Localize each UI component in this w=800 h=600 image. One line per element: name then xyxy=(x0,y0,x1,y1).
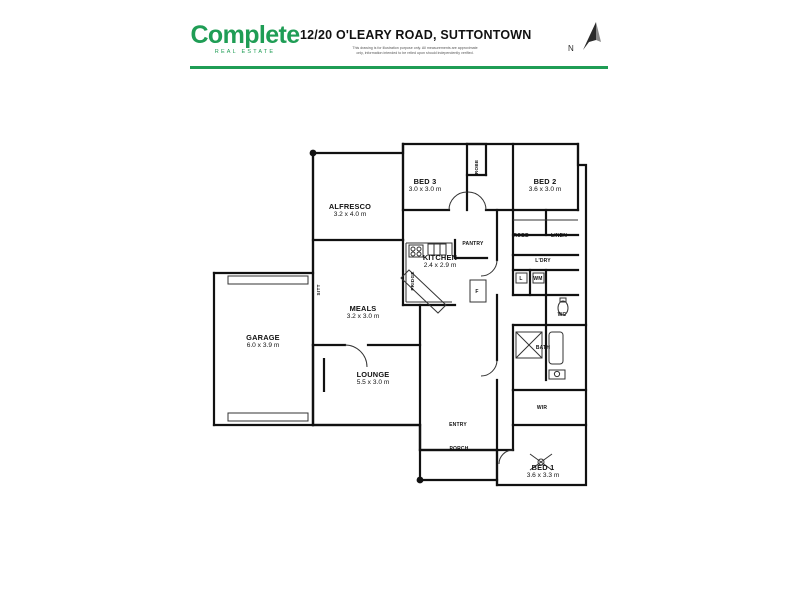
label-robe-bed2: ROBE xyxy=(513,233,529,239)
label-fridge: FRIDGE xyxy=(410,271,416,291)
room-dims-garage: 6.0 x 3.9 m xyxy=(246,342,280,349)
room-label-garage: GARAGE xyxy=(246,333,280,342)
room-dims-bed2: 3.6 x 3.0 m xyxy=(528,186,562,193)
room-label-kitchen: KITCHEN xyxy=(422,253,458,262)
label-bath: BATH xyxy=(535,345,551,351)
svg-text:N: N xyxy=(568,44,574,53)
room-label-meals: MEALS xyxy=(349,304,377,313)
label-laundry: L'DRY xyxy=(535,258,551,264)
label-porch: PORCH xyxy=(449,446,469,452)
page-title: 12/20 O'LEARY ROAD, SUTTONTOWN xyxy=(300,28,532,42)
floorplan-drawing xyxy=(0,80,800,550)
label-linen: LINEN xyxy=(551,233,567,239)
company-logo xyxy=(190,22,300,55)
room-dims-meals: 3.2 x 3.0 m xyxy=(346,313,380,320)
logo-wordmark: Complete xyxy=(190,21,300,49)
disclaimer xyxy=(300,46,530,56)
disclaimer-line-1: This drawing is for illustration purpose only. All measurements are approximate xyxy=(352,46,478,50)
compass-north-icon xyxy=(563,20,603,56)
disclaimer-line-2: only, information intended to be relied upon should independently verified. xyxy=(356,51,474,55)
label-pantry: PANTRY xyxy=(462,241,484,247)
room-dims-bed3: 3.0 x 3.0 m xyxy=(408,186,442,193)
room-dims-lounge: 5.5 x 3.0 m xyxy=(356,379,390,386)
header-divider xyxy=(190,66,608,69)
room-label-bed1: BED 1 xyxy=(531,463,555,472)
room-dims-alfresco: 3.2 x 4.0 m xyxy=(333,211,367,218)
room-label-lounge: LOUNGE xyxy=(356,370,390,379)
label-fridge-short: F xyxy=(475,289,479,295)
label-wir: WIR xyxy=(536,405,548,411)
room-label-alfresco: ALFRESCO xyxy=(328,202,372,211)
title-block xyxy=(300,28,530,56)
label-robe-bed3: ROBE xyxy=(474,159,480,175)
label-entry: ENTRY xyxy=(449,422,467,428)
room-dims-kitchen: 2.4 x 2.9 m xyxy=(423,262,457,269)
floorplan xyxy=(0,80,800,550)
room-dims-bed1: 3.6 x 3.3 m xyxy=(526,472,560,479)
logo-tagline: REAL ESTATE xyxy=(214,49,276,55)
label-laundry-trough: L xyxy=(519,276,523,282)
page-header xyxy=(0,0,800,80)
room-label-bed3: BED 3 xyxy=(413,177,437,186)
label-wc: WC xyxy=(557,312,567,318)
label-sitt: SITT xyxy=(316,284,322,296)
room-label-bed2: BED 2 xyxy=(533,177,557,186)
label-washing-machine: WM xyxy=(533,276,543,282)
